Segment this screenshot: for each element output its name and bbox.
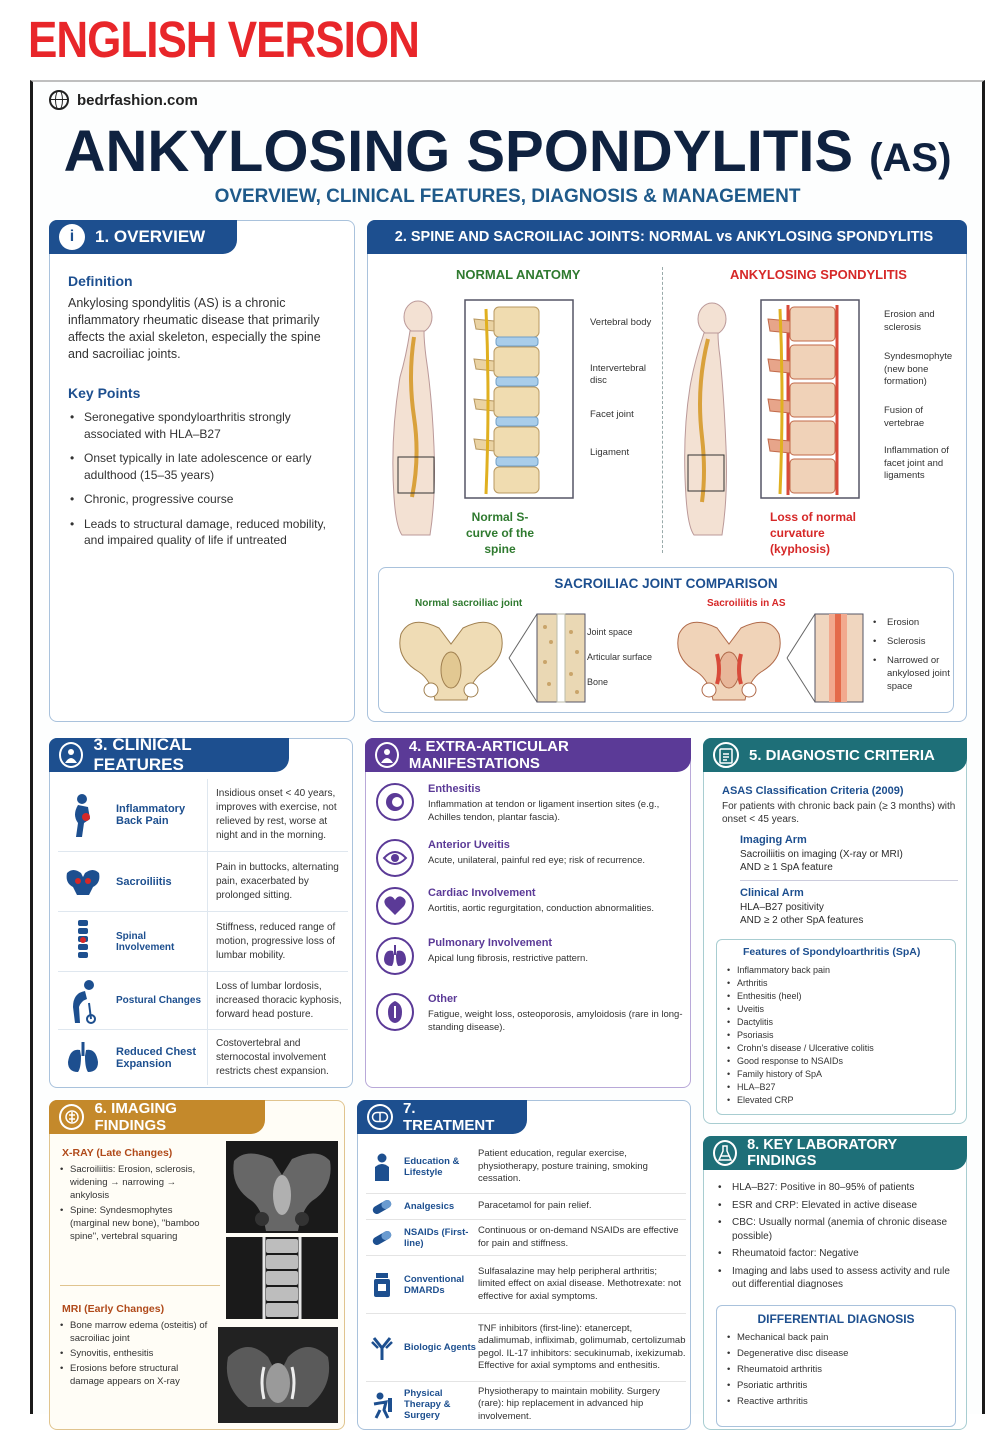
si-as-title: Sacroiliitis in AS — [707, 598, 786, 609]
clinical-feature-name: Inflammatory Back Pain — [108, 779, 208, 851]
treatment-desc: TNF inhibitors (first-line): etanercept, adalimumab, infliximab, golimumab, certolizumab pegol. IL-17 inhibitors: secukinumab, ixekizumab. Effective for axial symptoms and enthesitis. — [478, 1322, 686, 1371]
asas-text: For patients with chronic back pain (≥ 3 months) with onset < 45 years. — [722, 801, 956, 825]
treatment-name: Biologic Agents — [404, 1342, 476, 1353]
clinical-arm-title: Clinical Arm — [740, 887, 804, 899]
list-item: • Arthritis — [727, 977, 874, 989]
heart-icon — [376, 887, 414, 925]
treatment-row — [366, 1255, 686, 1313]
treatment-desc: Paracetamol for pain relief. — [478, 1200, 592, 1212]
clipboard-icon — [713, 742, 739, 768]
list-item: • Enthesitis (heel) — [727, 990, 874, 1002]
treatment-name: Analgesics — [404, 1201, 455, 1212]
pelvis-icon — [65, 867, 101, 897]
treatment-name: Education & Lifestyle — [404, 1156, 460, 1178]
label: Syndesmophyte (new bone formation) — [884, 351, 953, 387]
lab-header-text: 8. KEY LABORATORY FINDINGS — [747, 1137, 897, 1169]
spine-header — [367, 220, 967, 254]
overview-header — [49, 220, 237, 254]
clinical-feature-desc: Insidious onset < 40 years, improves with exercise, not relieved by rest, worse at night and in the morning. — [216, 788, 337, 841]
page-title — [33, 118, 982, 185]
imaging-arm-title: Imaging Arm — [740, 834, 807, 846]
title-main: ANKYLOSING SPONDYLITIS — [63, 119, 854, 184]
overview-panel — [49, 220, 355, 722]
as-spine-illustration — [760, 299, 860, 499]
clinical-feature-name: Spinal Involvement — [108, 912, 208, 971]
page-subtitle: OVERVIEW, CLINICAL FEATURES, DIAGNOSIS & MANAGEMENT — [214, 186, 801, 207]
normal-si-joint-zoom — [507, 612, 587, 704]
website-label[interactable] — [49, 90, 198, 110]
differential-list — [727, 1332, 848, 1416]
list-item: • Onset typically in late adolescence or early adulthood (15–35 years) — [70, 450, 340, 483]
imaging-header-text: 6. IMAGING FINDINGS — [94, 1100, 177, 1134]
clinical-arm-text-1: HLA–B27 positivity — [740, 902, 824, 913]
clinical-feature-desc: Pain in buttocks, alternating pain, exacerbated by prolonged sitting. — [216, 861, 339, 901]
list-item: • Degenerative disc disease — [727, 1348, 848, 1360]
mri-image — [218, 1327, 338, 1423]
person-icon — [373, 1153, 391, 1181]
label: Ligament — [590, 447, 630, 458]
extra-title: Anterior Uveitis — [428, 839, 510, 851]
as-labels — [884, 309, 964, 483]
si-as-labels — [873, 616, 953, 701]
clinical-row — [58, 971, 348, 1029]
list-item: • Seronegative spondyloarthritis strongly associated with HLA–B27 — [70, 409, 340, 442]
capsule-icon — [371, 1231, 393, 1245]
divider — [662, 267, 663, 553]
treatment-row — [366, 1141, 686, 1193]
list-item: • Leads to structural damage, reduced mobility, and impaired quality of life if untreated — [70, 516, 340, 549]
clinical-feature-desc: Loss of lumbar lordosis, increased thoracic kyphosis, forward head posture. — [216, 980, 342, 1020]
as-pelvis-illustration — [669, 614, 789, 706]
imaging-arm-text-2: AND ≥ 1 SpA feature — [740, 862, 833, 873]
mri-title: MRI (Early Changes) — [62, 1303, 165, 1315]
diagnostic-panel — [703, 738, 967, 1124]
asas-title: ASAS Classification Criteria (2009) — [722, 785, 904, 797]
si-title: SACROILIAC JOINT COMPARISON — [554, 576, 778, 591]
label: Fusion of vertebrae — [884, 405, 925, 429]
extra-row — [376, 937, 686, 975]
treatment-desc: Physiotherapy to maintain mobility. Surgery (rare): hip replacement in advanced hip involvement. — [478, 1385, 660, 1422]
clinical-feature-desc: Costovertebral and sternocostal involvement restricts chest expansion. — [216, 1037, 329, 1077]
list-item: • Erosion — [873, 616, 953, 629]
list-item: • Rheumatoid arthritis — [727, 1364, 848, 1376]
extra-title: Other — [428, 993, 458, 1005]
kidney-icon — [376, 993, 414, 1031]
pelvis-xray-image — [226, 1141, 338, 1233]
list-item: • Psoriasis — [727, 1029, 874, 1041]
therapy-icon — [370, 1392, 394, 1418]
list-item: • Psoriatic arthritis — [727, 1380, 848, 1392]
lab-header — [703, 1136, 967, 1170]
as-caption: Loss of normal curvature (kyphosis) — [770, 510, 857, 556]
info-icon: i — [59, 224, 85, 250]
as-si-joint-zoom — [785, 612, 865, 704]
list-item: • Uveitis — [727, 1003, 874, 1015]
extra-header — [365, 738, 691, 772]
extra-desc: Fatigue, weight loss, osteoporosis, amyloidosis (rare in long-standing disease). — [428, 1009, 683, 1033]
imaging-panel — [49, 1100, 345, 1430]
clinical-row — [58, 779, 348, 851]
treatment-row — [366, 1193, 686, 1219]
spa-features-list — [727, 964, 874, 1107]
label: Erosion and sclerosis — [884, 309, 935, 333]
normal-labels — [590, 317, 662, 459]
label: Facet joint — [590, 409, 634, 420]
divider — [60, 1285, 220, 1286]
definition-title: Definition — [68, 273, 133, 289]
treatment-desc: Continuous or on-demand NSAIDs are effective for pain and stiffness. — [478, 1225, 679, 1249]
pill-bottle-icon — [374, 1273, 390, 1297]
xray-title: X-RAY (Late Changes) — [62, 1147, 173, 1159]
clinical-header-text: 3. CLINICAL FEATURES — [93, 735, 192, 774]
extra-desc: Apical lung fibrosis, restrictive pattern. — [428, 953, 588, 964]
pill-icon — [367, 1104, 393, 1130]
treatment-row — [366, 1219, 686, 1255]
clinical-arm-text-2: AND ≥ 2 other SpA features — [740, 915, 864, 926]
spine-panel — [367, 220, 967, 722]
extra-desc: Aortitis, aortic regurgitation, conduction abnormalities. — [428, 903, 655, 914]
list-item: • ESR and CRP: Elevated in active disease — [718, 1199, 954, 1213]
list-item: • Elevated CRP — [727, 1094, 874, 1106]
eye-icon — [376, 839, 414, 877]
clinical-feature-desc: Stiffness, reduced range of motion, progressive loss of lumbar mobility. — [216, 921, 336, 961]
mri-list — [60, 1319, 210, 1396]
normal-caption: Normal S-curve of the spine — [465, 510, 534, 556]
label: Articular surface — [587, 652, 653, 662]
definition-text: Ankylosing spondylitis (AS) is a chronic inflammatory rheumatic disease that primarily affects the axial skeleton, especially the spine and sacroiliac joints. — [68, 296, 321, 361]
treatment-name: Conventional DMARDs — [404, 1273, 465, 1296]
treatment-panel — [357, 1100, 691, 1430]
xray-icon — [59, 1104, 84, 1130]
si-comparison-box — [378, 567, 954, 713]
list-item: • Family history of SpA — [727, 1068, 874, 1080]
spa-title: Features of Spondyloarthritis (SpA) — [743, 946, 921, 958]
list-item: • Imaging and labs used to assess activity and rule out differential diagnoses — [718, 1265, 954, 1292]
extra-row — [376, 783, 686, 824]
list-item: • Crohn's disease / Ulcerative colitis — [727, 1042, 874, 1054]
diagnostic-header-text: 5. DIAGNOSTIC CRITERIA — [749, 746, 935, 764]
extra-header-text: 4. EXTRA-ARTICULAR MANIFESTATIONS — [408, 738, 569, 772]
imaging-arm-text-1: Sacroiliitis on imaging (X-ray or MRI) — [740, 849, 903, 860]
spine-xray-image — [226, 1237, 338, 1319]
imaging-header — [49, 1100, 265, 1134]
list-item: • HLA–B27: Positive in 80–95% of patients — [718, 1181, 954, 1195]
extra-title: Cardiac Involvement — [428, 887, 536, 899]
extra-row — [376, 993, 686, 1034]
spine-header-text: 2. SPINE AND SACROILIAC JOINTS: NORMAL vs ANKYLOSING SPONDYLITIS — [394, 229, 934, 245]
label: Bone — [587, 677, 609, 687]
lab-list — [718, 1181, 954, 1300]
extra-articular-panel — [365, 738, 691, 1088]
extra-desc: Inflammation at tendon or ligament insertion sites (e.g., Achilles tendon, plantar fascia). — [428, 799, 660, 823]
lab-panel — [703, 1136, 967, 1430]
list-item: • CBC: Usually normal (anemia of chronic disease possible) — [718, 1216, 954, 1243]
differential-title: DIFFERENTIAL DIAGNOSIS — [757, 1312, 915, 1326]
clinical-row — [58, 911, 348, 971]
antibody-icon — [371, 1336, 393, 1360]
key-points-list — [68, 409, 340, 549]
list-item: • Rheumatoid factor: Negative — [718, 1247, 954, 1261]
treatment-desc: Patient education, regular exercise, physiotherapy, posture training, smoking cessation. — [478, 1148, 648, 1185]
extra-title: Enthesitis — [428, 783, 481, 795]
person-icon — [59, 742, 83, 768]
as-body-figure — [672, 297, 742, 537]
extra-title: Pulmonary Involvement — [428, 937, 553, 949]
overview-header-text: 1. OVERVIEW — [95, 227, 206, 246]
differential-box — [716, 1305, 956, 1427]
treatment-name: NSAIDs (First-line) — [404, 1226, 469, 1249]
globe-icon — [49, 90, 69, 110]
clinical-feature-name: Reduced Chest Expansion — [108, 1030, 208, 1085]
label: Joint space — [587, 627, 633, 637]
si-normal-labels — [587, 626, 652, 688]
language-banner: ENGLISH VERSION — [28, 12, 419, 69]
clinical-feature-name: Sacroiliitis — [108, 852, 208, 911]
normal-pelvis-illustration — [391, 614, 511, 706]
capsule-icon — [371, 1200, 393, 1214]
treatment-row — [366, 1381, 686, 1427]
poster — [30, 80, 985, 1422]
normal-anatomy-title: NORMAL ANATOMY — [456, 267, 581, 282]
treatment-row — [366, 1313, 686, 1381]
spine-icon — [73, 920, 93, 964]
list-item: • Mechanical back pain — [727, 1332, 848, 1344]
xray-list — [60, 1163, 210, 1251]
list-item: • Erosions before structural damage appears on X-ray — [60, 1362, 210, 1388]
enthesitis-icon — [376, 783, 414, 821]
list-item: • Bone marrow edema (osteitis) of sacroiliac joint — [60, 1319, 210, 1345]
list-item: • Chronic, progressive course — [70, 491, 340, 508]
back-pain-icon — [68, 793, 98, 837]
clinical-row — [58, 851, 348, 911]
si-as-list — [873, 616, 953, 693]
spa-features-box — [716, 939, 956, 1115]
diagnostic-header — [703, 738, 967, 772]
key-points-title: Key Points — [68, 385, 141, 401]
list-item: • Reactive arthritis — [727, 1396, 848, 1408]
clinical-panel — [49, 735, 353, 1088]
as-title: ANKYLOSING SPONDYLITIS — [730, 267, 907, 282]
flask-icon — [713, 1140, 737, 1166]
treatment-name: Physical Therapy & Surgery — [404, 1388, 451, 1421]
clinical-header — [49, 735, 289, 774]
title-abbrev: (AS) — [869, 136, 952, 180]
treatment-header-text: 7. TREATMENT — [402, 1100, 495, 1134]
list-item: • Inflammatory back pain — [727, 964, 874, 976]
list-item: • Sclerosis — [873, 635, 953, 648]
list-item: • Narrowed or ankylosed joint space — [873, 654, 953, 693]
treatment-desc: Sulfasalazine may help peripheral arthritis; limited effect on axial disease. Methotrexate: not effective for axial symptoms. — [478, 1265, 682, 1302]
extra-row — [376, 887, 686, 925]
extra-desc: Acute, unilateral, painful red eye; risk of recurrence. — [428, 855, 646, 866]
list-item: • Dactylitis — [727, 1016, 874, 1028]
normal-spine-illustration — [464, 299, 574, 499]
normal-body-figure — [380, 297, 450, 537]
lungs-icon — [376, 937, 414, 975]
clinical-row — [58, 1029, 348, 1085]
posture-icon — [67, 979, 99, 1023]
website-text: bedrfashion.com — [77, 91, 198, 109]
label: Vertebral body — [590, 317, 652, 328]
clinical-feature-name: Postural Changes — [108, 972, 208, 1029]
label: Intervertebral disc — [590, 363, 646, 386]
label: Inflammation of facet joint and ligaments — [884, 445, 949, 481]
list-item: • HLA–B27 — [727, 1081, 874, 1093]
lungs-icon — [66, 1042, 100, 1074]
list-item: • Spine: Syndesmophytes (marginal new bone), "bamboo spine", vertebral squaring — [60, 1204, 210, 1243]
divider — [740, 880, 958, 881]
list-item: • Sacroiliitis: Erosion, sclerosis, widening → narrowing → ankylosis — [60, 1163, 210, 1202]
treatment-header — [357, 1100, 527, 1134]
person-eye-icon — [375, 742, 399, 768]
si-normal-title: Normal sacroiliac joint — [415, 598, 523, 609]
list-item: • Good response to NSAIDs — [727, 1055, 874, 1067]
list-item: • Synovitis, enthesitis — [60, 1347, 210, 1360]
extra-row — [376, 839, 686, 877]
